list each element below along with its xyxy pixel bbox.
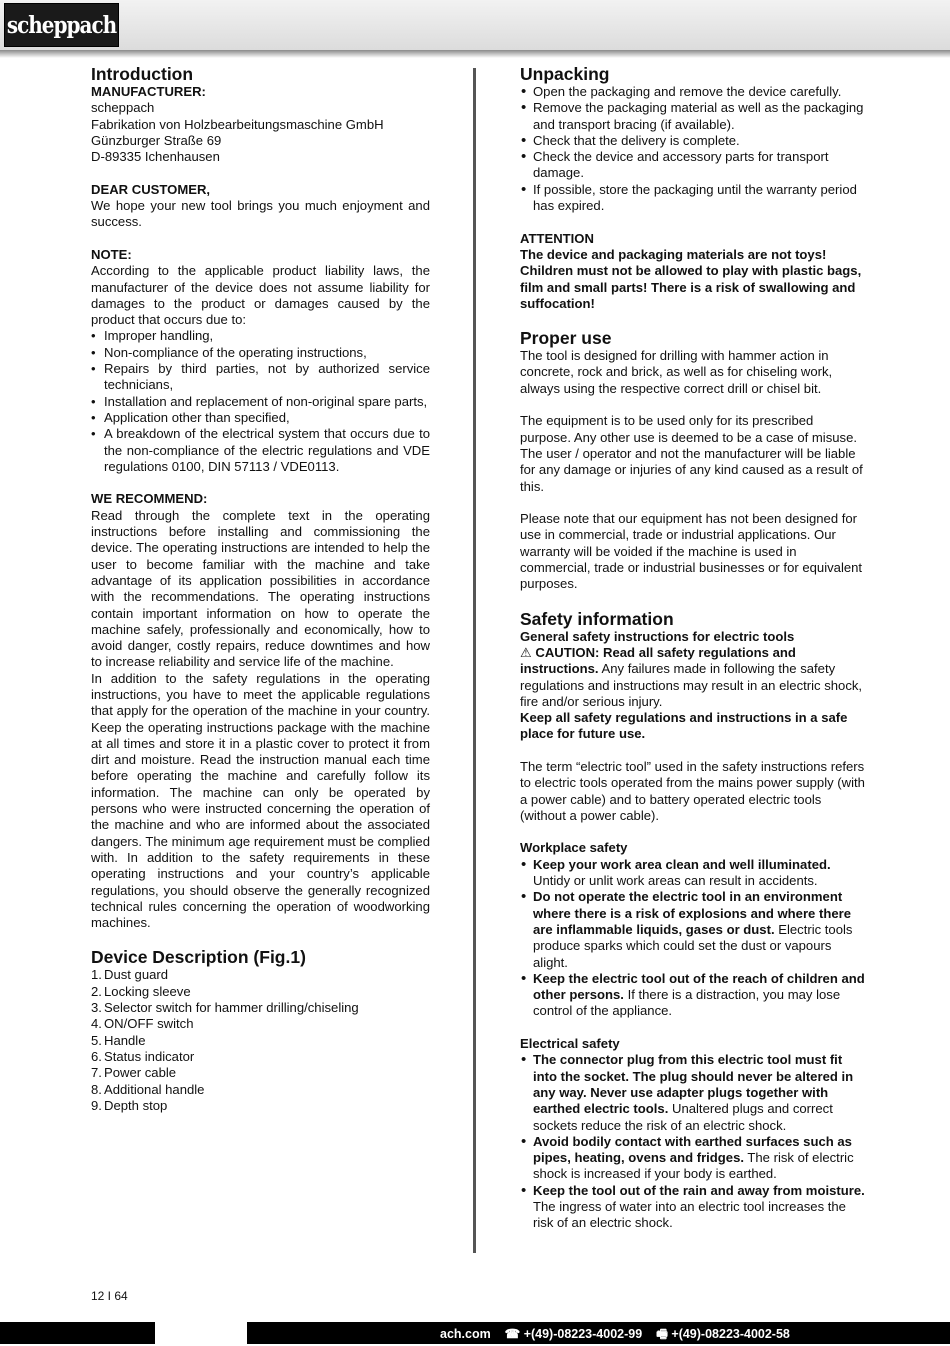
electric-tool-term: The term “electric tool” used in the safety instructions refers to electric tools operated from the mains power supply (with a power cable) and to battery operated electric tools (without a power cable).	[520, 758, 865, 823]
page-footer	[0, 1322, 950, 1344]
address-line: D-89335 Ichenhausen	[91, 149, 220, 165]
item-text: Additional handle	[104, 1081, 205, 1097]
phone-icon: ☎	[504, 1327, 521, 1341]
list-item: • Improper handling,	[91, 328, 430, 344]
list-item	[91, 1016, 430, 1032]
phone-number: +(49)-08223-4002-99	[523, 1327, 643, 1341]
caution-paragraph	[520, 645, 865, 710]
device-parts-list	[91, 967, 430, 1114]
list-item	[520, 1052, 865, 1133]
address-line: Fabrikation von Holzbearbeitungsmaschine GmbH	[91, 116, 384, 132]
column-divider	[473, 68, 476, 1253]
proper-use-title: Proper use	[520, 328, 612, 349]
footer-contact	[440, 1325, 790, 1346]
list-item	[520, 1134, 865, 1183]
website-text: ach.com	[440, 1327, 491, 1341]
item-number: 9.	[91, 1097, 102, 1113]
attention-label: ATTENTION	[520, 230, 594, 246]
item-bold: Keep the electric tool out of the reach of children and other persons.	[533, 970, 865, 1003]
item-number: 5.	[91, 1032, 102, 1048]
list-item: • If possible, store the packaging until the warranty period has expired.	[520, 182, 865, 215]
item-number: 1.	[91, 967, 102, 983]
intro-title: Introduction	[91, 64, 194, 84]
item-number: 8.	[91, 1081, 102, 1097]
proper-use-paragraph: The equipment is to be used only for its prescribed purpose. Any other use is deemed to be a case of misuse. The user / operator and not the manufacturer will be liable for any damage or injuries of any kind caused as a result of this.	[520, 413, 863, 494]
recommend-paragraph: In addition to the safety regulations in the operating instructions, you have to meet the applicable regulations that apply for the operation of the machine in your country. Keep the operating instructions package with the machine at all times and store it in a plastic cover to protect it from dirt and moisture. Read the instruction manual each time before operating the machine and carefully follow its information. The machine can only be operated by persons who were instructed concerning the operation of the machine and who are informed about the associated dangers. The minimum age requirement must be complied with. In addition to the safety requirements in these operating instructions and your country’s applicable regulations, you should observe the generally recognized technical rules concerning the operation of woodworking machines.	[91, 670, 430, 931]
header-shadow	[0, 50, 950, 58]
item-bold: Keep the tool out of the rain and away from moisture.	[533, 1182, 865, 1198]
electrical-safety-list	[520, 1052, 865, 1231]
caution-bold: CAUTION: Read all safety regulations and instructions.	[520, 644, 796, 677]
workplace-safety-list	[520, 857, 865, 1020]
manufacturer-address	[91, 100, 430, 165]
caution-text: Any failures made in following the safety regulations and instructions may result in an electric shock, fire and/or serious injury.	[520, 661, 863, 709]
manufacturer-label: MANUFACTURER:	[91, 84, 206, 99]
address-line: Günzburger Straße 69	[91, 132, 222, 148]
list-item	[91, 1082, 430, 1098]
list-item	[520, 889, 865, 970]
right-column	[520, 64, 865, 1232]
item-text: Selector switch for hammer drilling/chiseling	[104, 1000, 359, 1016]
list-item: • A breakdown of the electrical system that occurs due to the non-compliance of the electric regulations and VDE regulations 0100, DIN 57113 / VDE0113.	[91, 426, 430, 475]
note-list	[91, 328, 430, 475]
list-item	[91, 1098, 430, 1114]
page-number: 12 I 64	[91, 1289, 128, 1303]
list-item	[91, 984, 430, 1000]
list-item: • Check that the delivery is complete.	[520, 133, 865, 149]
recommend-paragraph: Read through the complete text in the operating instructions before installing and commissioning the device. The operating instructions are intended to help the user to become familiar with the machine and take advantage of its application possibilities in accordance with the recommendations. The operating instructions contain important information on how to operate the machine safely, professionally and economically, how to avoid danger, costly repairs, reduce downtimes and how to increase reliability and service life of the machine.	[91, 507, 430, 670]
item-text: Handle	[104, 1032, 146, 1048]
item-text: Status indicator	[104, 1048, 195, 1064]
item-text: ON/OFF switch	[104, 1016, 194, 1032]
keep-instructions: Keep all safety regulations and instructions in a safe place for future use.	[520, 710, 848, 742]
item-text: Power cable	[104, 1065, 177, 1081]
list-item	[91, 1049, 430, 1065]
note-text: According to the applicable product liability laws, the manufacturer of the device does not assume liability for damages to the product or damages caused by the product that occurs due to:	[91, 263, 430, 328]
item-bold: The connector plug from this electric tool must fit into the socket. The plug should never be altered in any way. Never use adapter plugs together with earthed electric tools.	[533, 1052, 854, 1117]
item-text: Untidy or unlit work areas can result in accidents.	[533, 873, 818, 889]
list-item	[520, 1183, 865, 1232]
item-bold: Avoid bodily contact with earthed surfaces such as pipes, heating, ovens and fridges.	[533, 1133, 852, 1166]
item-number: 4.	[91, 1016, 102, 1032]
page-header	[0, 0, 950, 50]
item-text: The risk of electric shock is increased if your body is earthed.	[533, 1150, 854, 1182]
item-text: Electric tools produce sparks which could set the dust or vapours alight.	[533, 921, 853, 970]
list-item	[91, 1000, 430, 1016]
item-text: If there is a distraction, you may lose control of the appliance.	[533, 987, 841, 1019]
unpacking-title: Unpacking	[520, 64, 610, 84]
item-text: The ingress of water into an electric tool increases the risk of an electric shock.	[533, 1199, 846, 1231]
footer-white-block	[155, 1322, 247, 1344]
safety-subtitle: General safety instructions for electric tools	[520, 628, 795, 644]
list-item	[520, 971, 865, 1020]
fax-number: +(49)-08223-4002-58	[671, 1327, 790, 1341]
list-item: • Application other than specified,	[91, 410, 430, 426]
list-item: • Open the packaging and remove the device carefully.	[520, 84, 865, 100]
fax-icon: 🖷	[656, 1327, 668, 1341]
brand-logo: scheppach	[4, 3, 119, 47]
list-item: • Non-compliance of the operating instructions,	[91, 345, 430, 361]
proper-use-paragraph: The tool is designed for drilling with hammer action in concrete, rock and brick, as well as for chiseling work, always using the respective correct drill or chisel bit.	[520, 348, 833, 396]
list-item: • Remove the packaging material as well as the packaging and transport bracing (if available).	[520, 100, 865, 133]
item-text: Unaltered plugs and correct sockets reduce the risk of an electric shock.	[533, 1101, 833, 1133]
unpacking-list	[520, 84, 865, 214]
address-line: scheppach	[91, 100, 155, 116]
attention-text: The device and packaging materials are not toys! Children must not be allowed to play with plastic bags, film and small parts! There is a risk of swallowing and suffocation!	[520, 246, 862, 311]
list-item	[91, 1065, 430, 1081]
item-text: Dust guard	[104, 967, 169, 983]
item-number: 3.	[91, 1000, 102, 1016]
item-number: 2.	[91, 983, 102, 999]
list-item	[91, 1033, 430, 1049]
item-text: Locking sleeve	[104, 983, 191, 999]
safety-title: Safety information	[520, 608, 674, 629]
dear-customer-text: We hope your new tool brings you much enjoyment and success.	[91, 198, 430, 230]
left-column	[91, 64, 430, 1114]
workplace-safety-title: Workplace safety	[520, 840, 628, 856]
list-item	[91, 967, 430, 983]
list-item: • Installation and replacement of non-original spare parts,	[91, 394, 430, 410]
item-number: 7.	[91, 1065, 102, 1081]
proper-use-paragraph: Please note that our equipment has not been designed for use in commercial, trade or industrial applications. Our warranty will be voided if the machine is used in commercial, trade or industrial businesses or for equivalent purposes.	[520, 511, 863, 592]
electrical-safety-title: Electrical safety	[520, 1036, 620, 1052]
note-label: NOTE:	[91, 246, 132, 262]
warning-icon: ⚠	[520, 644, 532, 660]
item-bold: Do not operate the electric tool in an environment where there is a risk of explosions and where there are inflammable liquids, gases or dust.	[533, 889, 851, 937]
list-item: • Repairs by third parties, not by authorized service technicians,	[91, 361, 430, 394]
item-text: Depth stop	[104, 1097, 168, 1113]
device-description-title: Device Description (Fig.1)	[91, 947, 306, 968]
item-bold: Keep your work area clean and well illuminated.	[533, 856, 831, 872]
item-number: 6.	[91, 1048, 102, 1064]
list-item: • Check the device and accessory parts for transport damage.	[520, 149, 865, 182]
dear-customer-label: DEAR CUSTOMER,	[91, 181, 211, 197]
recommend-label: WE RECOMMEND:	[91, 491, 208, 507]
list-item	[520, 857, 865, 890]
